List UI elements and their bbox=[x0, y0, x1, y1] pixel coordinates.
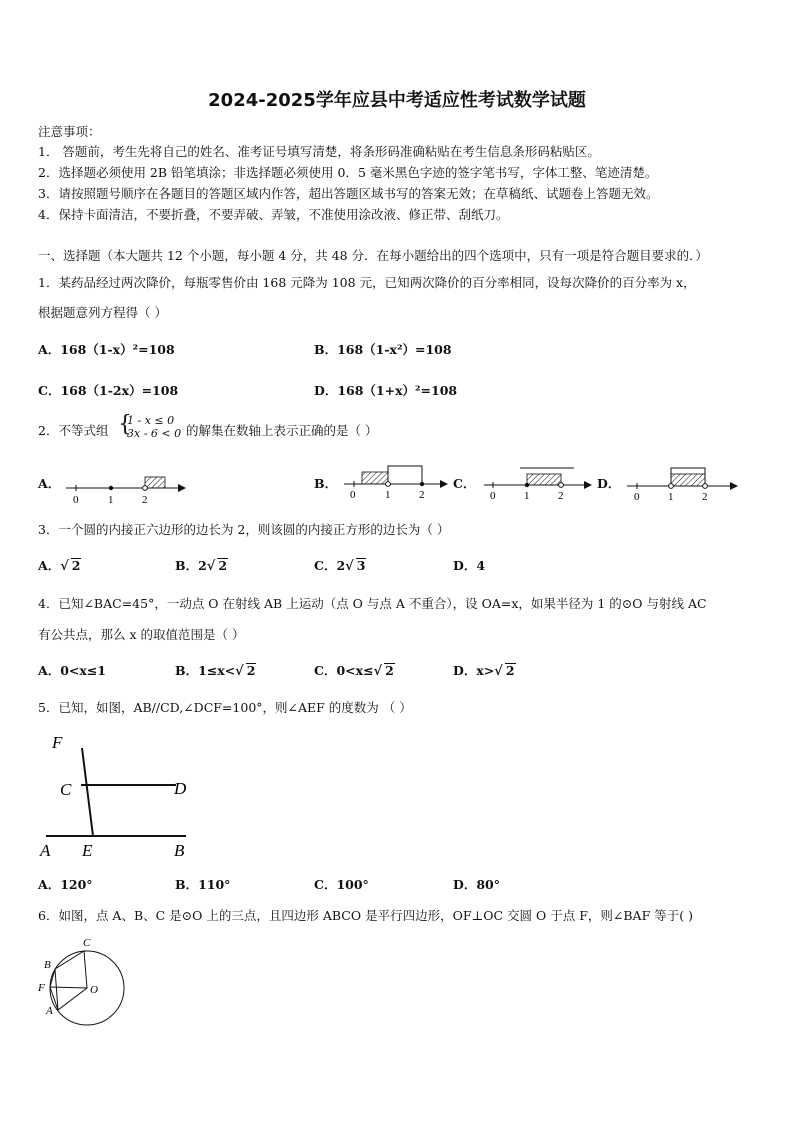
radical-sign: √ bbox=[60, 559, 69, 574]
q1-stem-line2: 根据题意列方程得（ ） bbox=[38, 305, 167, 320]
q3-option-b-radicand: 2 bbox=[218, 558, 228, 573]
q4-option-d bbox=[453, 661, 516, 679]
q2-option-d-label: D． bbox=[597, 476, 621, 491]
tick-1: 1 bbox=[108, 494, 114, 506]
section-heading: 一、选择题（本大题共 12 个小题，每小题 4 分，共 48 分．在每小题给出的四个选项中，只有一项是符合题目要求的．） bbox=[38, 248, 708, 263]
q2-prefix: 2．不等式组 bbox=[38, 423, 109, 438]
number-line-a bbox=[66, 477, 186, 506]
q3-stem: 3．一个圆的内接正六边形的边长为 2，则该圆的内接正方形的边长为（ ） bbox=[38, 522, 450, 537]
q3-option-c-radicand: 3 bbox=[356, 558, 366, 573]
q6-figure bbox=[37, 937, 124, 1025]
q3-option-c-label: C．2 bbox=[314, 558, 346, 573]
q1-option-b: B．168（1-x²）=108 bbox=[314, 342, 452, 357]
number-line-d bbox=[627, 468, 738, 503]
page-title: 2024-2025学年应县中考适应性考试数学试题 bbox=[208, 90, 586, 111]
number-line-c bbox=[484, 468, 592, 502]
tick-2: 2 bbox=[142, 494, 148, 506]
label-a: A bbox=[46, 1005, 53, 1017]
q3-option-b bbox=[175, 556, 228, 574]
tick-1: 1 bbox=[524, 490, 530, 502]
tick-0: 0 bbox=[350, 489, 356, 501]
q4-stem-line2: 有公共点，那么 x 的取值范围是（ ） bbox=[38, 627, 245, 642]
tick-1: 1 bbox=[668, 491, 674, 503]
label-e: E bbox=[82, 841, 93, 860]
q2-inequality-1: 1 - x ≤ 0 bbox=[127, 414, 175, 427]
q4-option-a: A．0<x≤1 bbox=[38, 663, 106, 678]
q4-option-c-radicand: 2 bbox=[385, 663, 394, 678]
q4-option-b bbox=[175, 661, 256, 679]
label-c: C bbox=[60, 780, 72, 799]
radical-sign: √ bbox=[235, 664, 244, 679]
q3-option-b-label: B．2 bbox=[175, 558, 207, 573]
q1-option-c: C．168（1-2x）=108 bbox=[38, 383, 179, 398]
notice-item-1: 1． 答题前，考生先将自己的姓名、准考证号填写清楚，将条形码准确粘贴在考生信息条形码粘贴区。 bbox=[38, 144, 600, 159]
q4-option-c bbox=[314, 661, 395, 679]
label-b: B bbox=[174, 841, 185, 860]
q2-option-b-label: B． bbox=[314, 476, 338, 491]
radical-sign: √ bbox=[373, 664, 383, 679]
q3-option-c bbox=[314, 556, 366, 574]
q3-option-d: D．4 bbox=[453, 558, 486, 573]
q5-stem: 5．已知，如图，AB//CD,∠DCF=100°，则∠AEF 的度数为 （ ） bbox=[38, 700, 412, 715]
q2-suffix: 的解集在数轴上表示正确的是（ ） bbox=[186, 423, 378, 438]
label-f: F bbox=[38, 982, 45, 994]
q4-option-b-radicand: 2 bbox=[246, 663, 256, 678]
q2-option-a-label: A． bbox=[38, 476, 61, 491]
q3-option-a-label: A． bbox=[38, 558, 61, 573]
tick-0: 0 bbox=[73, 494, 79, 506]
q1-stem-line1: 1．某药品经过两次降价，每瓶零售价由 168 元降为 108 元，已知两次降价的百分率相同，设每次降价的百分率为 x， bbox=[38, 275, 696, 290]
q5-option-c: C．100° bbox=[314, 877, 369, 892]
q3-option-a bbox=[38, 556, 81, 574]
q5-option-d: D．80° bbox=[453, 877, 500, 892]
q5-option-b: B．110° bbox=[175, 877, 231, 892]
q4-option-c-label: C．0<x≤ bbox=[314, 663, 374, 678]
q2-inequality-2: 3x - 6 < 0 bbox=[127, 427, 182, 440]
q1-option-a: A．168（1-x）²=108 bbox=[38, 342, 175, 357]
label-f: F bbox=[52, 733, 63, 752]
tick-1: 1 bbox=[385, 489, 391, 501]
tick-0: 0 bbox=[490, 490, 496, 502]
label-d: D bbox=[174, 779, 187, 798]
radical-sign: √ bbox=[345, 559, 354, 574]
q4-option-b-label: B．1≤x< bbox=[175, 663, 236, 678]
label-b: B bbox=[44, 959, 51, 971]
q4-option-d-label: D．x> bbox=[453, 663, 495, 678]
q2-brace: { bbox=[118, 412, 132, 437]
q4-option-d-radicand: 2 bbox=[505, 663, 515, 678]
tick-0: 0 bbox=[634, 491, 640, 503]
notice-item-4: 4．保持卡面清洁，不要折叠，不要弄破、弄皱，不准使用涂改液、修正带、刮纸刀。 bbox=[38, 207, 509, 222]
notice-item-2: 2．选择题必须使用 2B 铅笔填涂；非选择题必须使用 0．5 毫米黑色字迹的签字笔书写，字体工整、笔迹清楚。 bbox=[38, 165, 658, 180]
label-a: A bbox=[40, 841, 51, 860]
q4-stem-line1: 4．已知∠BAC=45°，一动点 O 在射线 AB 上运动（点 O 与点 A 不重合），设 OA=x，如果半径为 1 的⊙O 与射线 AC bbox=[38, 596, 707, 611]
radical-sign: √ bbox=[494, 664, 503, 679]
tick-2: 2 bbox=[419, 489, 425, 501]
tick-2: 2 bbox=[558, 490, 564, 502]
q6-stem: 6．如图，点 A、B、C 是⊙O 上的三点，且四边形 ABCO 是平行四边形，OF⊥OC 交圆 O 于点 F，则∠BAF 等于( ) bbox=[38, 908, 693, 923]
notice-item-3: 3．请按照题号顺序在各题目的答题区域内作答，超出答题区域书写的答案无效；在草稿纸、试题卷上答题无效。 bbox=[38, 186, 659, 201]
q5-option-a: A．120° bbox=[38, 877, 93, 892]
q5-figure bbox=[39, 733, 187, 860]
q1-option-d: D．168（1+x）²=108 bbox=[314, 383, 458, 398]
label-o: O bbox=[90, 984, 98, 996]
q2-option-c-label: C． bbox=[453, 476, 476, 491]
tick-2: 2 bbox=[702, 491, 708, 503]
notice-heading: 注意事项： bbox=[38, 124, 101, 139]
number-line-b bbox=[344, 466, 448, 501]
label-c: C bbox=[83, 937, 91, 949]
q3-option-a-radicand: 2 bbox=[71, 558, 81, 573]
radical-sign: √ bbox=[206, 559, 216, 574]
